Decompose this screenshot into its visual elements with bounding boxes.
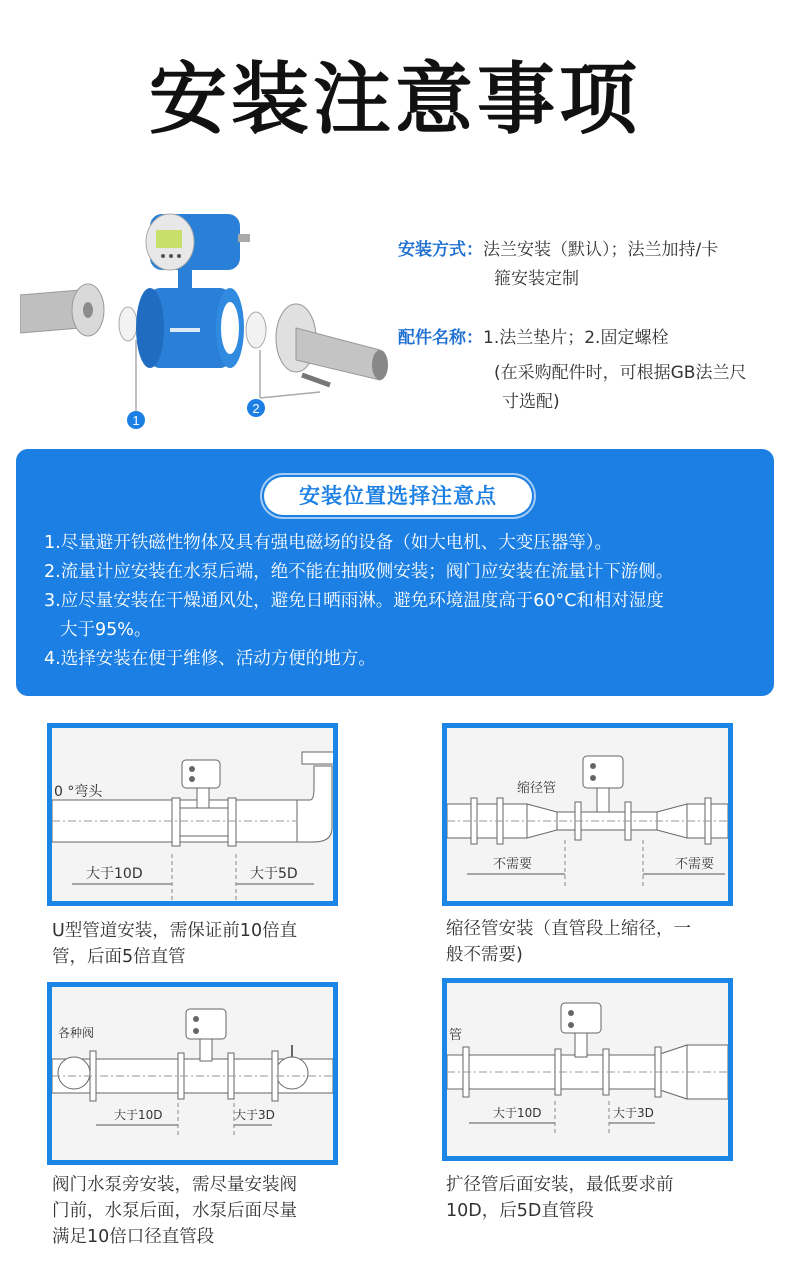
install-info — [398, 236, 783, 417]
note-item: 1.尽量避开铁磁性物体及具有强电磁场的设备（如大电机、大变压器等）。 — [44, 533, 612, 553]
parts-value: 1.法兰垫片；2.固定螺栓 — [483, 328, 669, 348]
diagram-label: 0 °弯头 — [54, 784, 103, 800]
method-line2: 箍安装定制 — [494, 269, 579, 289]
diagram-reducer — [442, 723, 733, 906]
diagram-caption — [446, 916, 746, 968]
caption-line: 门前，水泵后面，水泵后面尽量 — [52, 1201, 297, 1221]
diagram-caption — [52, 1172, 352, 1250]
parts-note-line2: 寸选配) — [502, 392, 560, 412]
diagram-u-bend — [47, 723, 338, 906]
diagram-label: 大于10D — [114, 1108, 163, 1122]
caption-line: 缩径管安装（直管段上缩径，一 — [446, 919, 691, 939]
diagram-label: 大于3D — [234, 1108, 275, 1122]
diagram-label: 大于5D — [250, 866, 298, 882]
caption-line: 10D，后5D直管段 — [446, 1201, 594, 1221]
note-item: 4.选择安装在便于维修、活动方便的地方。 — [44, 649, 376, 669]
caption-line: 管，后面5倍直管 — [52, 947, 186, 967]
page-title: 安装注意事项 — [148, 55, 641, 145]
method-label: 安装方式： — [398, 240, 483, 260]
diagram-label: 不需要 — [493, 857, 533, 872]
caption-line: 扩径管后面安装，最低要求前 — [446, 1175, 674, 1195]
panel-heading: 安装位置选择注意点 — [264, 477, 532, 515]
diagram-expander — [442, 978, 733, 1161]
note-item-continued: 大于95%。 — [60, 620, 152, 640]
parts-note-line1: (在采购配件时，可根据GB法兰尺 — [494, 363, 747, 383]
caption-line: 般不需要) — [446, 945, 523, 965]
caption-line: U型管道安装，需保证前10倍直 — [52, 921, 298, 941]
diagram-label: 大于10D — [86, 866, 143, 882]
diagram-valve-pump — [47, 982, 338, 1165]
diagram-label: 不需要 — [675, 857, 715, 872]
diagram-label: 各种阀 — [58, 1026, 95, 1040]
callout-2: 2 — [252, 401, 260, 416]
caption-line: 阀门水泵旁安装，需尽量安装阀 — [52, 1175, 297, 1195]
diagram-label: 管 — [449, 1028, 463, 1043]
parts-label: 配件名称： — [398, 328, 483, 348]
diagram-caption — [446, 1172, 746, 1224]
diagram-caption — [52, 918, 352, 970]
diagram-label: 大于10D — [493, 1106, 542, 1120]
diagram-label: 缩径管 — [517, 781, 557, 796]
diagram-label: 大于3D — [613, 1106, 654, 1120]
caption-line: 满足10倍口径直管段 — [52, 1227, 215, 1247]
method-line1: 法兰安装（默认）；法兰加持/卡 — [483, 240, 719, 260]
flowmeter-illustration — [20, 200, 400, 440]
location-notes-panel — [16, 449, 774, 696]
notes-list — [44, 529, 764, 674]
note-item: 2.流量计应安装在水泵后端，绝不能在抽吸侧安装；阀门应安装在流量计下游侧。 — [44, 562, 674, 582]
note-item: 3.应尽量安装在干燥通风处，避免日晒雨淋。避免环境温度高于60°C和相对湿度 — [44, 591, 664, 611]
callout-1: 1 — [132, 413, 140, 428]
